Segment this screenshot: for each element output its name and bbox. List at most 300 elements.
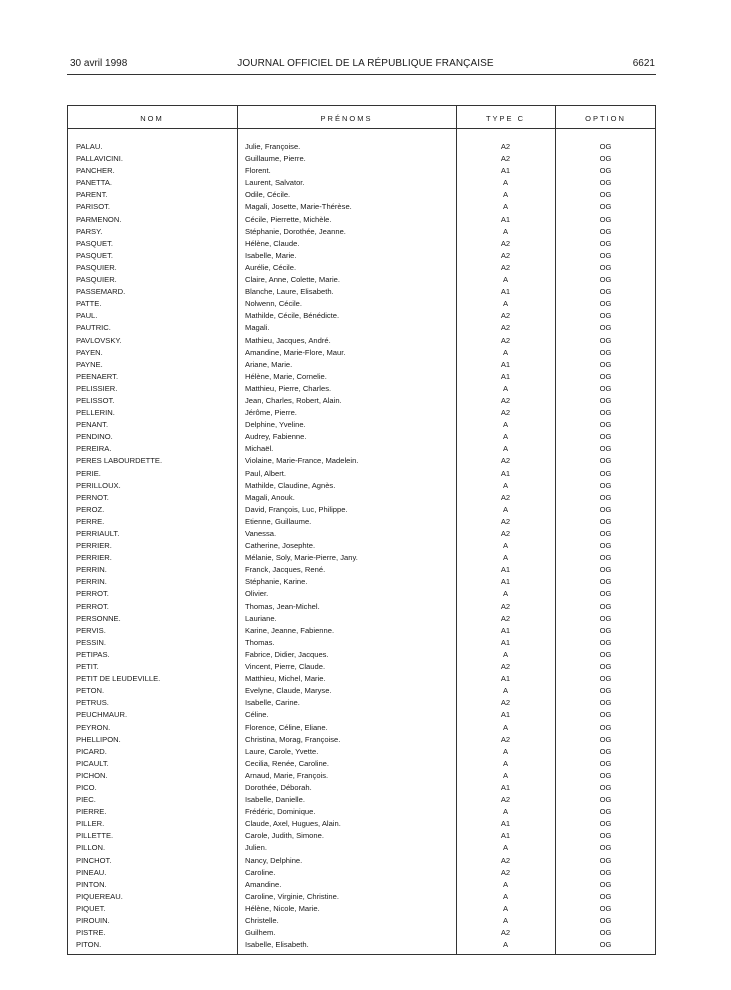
cell-prenoms: Julien. [245, 843, 267, 853]
table-row [0, 661, 731, 673]
cell-option: OG [599, 335, 612, 345]
cell-option: OG [599, 408, 612, 418]
table-row [0, 794, 731, 806]
cell-nom: PARMENON. [76, 214, 122, 224]
cell-nom: PISTRE. [76, 928, 106, 938]
cell-option: OG [599, 262, 612, 272]
cell-type: A1 [500, 674, 511, 684]
cell-prenoms: Vanessa. [245, 529, 277, 538]
cell-option: OG [599, 468, 612, 478]
cell-option: OG [599, 529, 612, 538]
cell-type: A2 [500, 311, 511, 321]
cell-prenoms: Blanche, Laure, Elisabeth. [245, 287, 334, 297]
table-row [0, 274, 731, 286]
cell-type: A [502, 843, 509, 853]
cell-prenoms: Christelle. [245, 916, 279, 925]
cell-nom: PHELLIPON. [76, 734, 121, 744]
cell-type: A [502, 649, 509, 659]
table-row [0, 855, 731, 867]
cell-type: A1 [500, 565, 511, 575]
cell-prenoms: Vincent, Pierre, Claude. [245, 662, 326, 672]
cell-type: A2 [500, 516, 511, 526]
cell-type: A2 [500, 250, 511, 260]
cell-option: OG [599, 916, 612, 925]
column-header-type: TYPE C [485, 114, 526, 123]
table-row [0, 685, 731, 697]
cell-nom: PASQUIER. [76, 275, 117, 285]
cell-prenoms: Evelyne, Claude, Maryse. [245, 686, 332, 696]
cell-nom: PALAU. [76, 142, 103, 151]
table-row [0, 455, 731, 467]
table-row [0, 939, 731, 951]
cell-nom: PATTE. [76, 299, 102, 309]
cell-prenoms: Etienne, Guillaume. [245, 516, 312, 526]
cell-type: A [502, 347, 509, 357]
cell-nom: PEUCHMAUR. [76, 710, 128, 720]
cell-prenoms: Delphine, Yveline. [245, 420, 306, 430]
cell-nom: PETON. [76, 686, 105, 696]
cell-option: OG [599, 662, 612, 672]
cell-type: A [502, 275, 509, 285]
cell-nom: PELLERIN. [76, 408, 115, 418]
cell-type: A2 [500, 795, 511, 805]
cell-type: A1 [500, 287, 511, 297]
cell-prenoms: Michaël. [245, 444, 274, 454]
cell-option: OG [599, 831, 612, 841]
cell-prenoms: Julie, Françoise. [245, 142, 301, 151]
cell-prenoms: Mathilde, Claudine, Agnès. [245, 480, 336, 490]
table-row [0, 395, 731, 407]
cell-nom: PASQUET. [76, 250, 113, 260]
cell-type: A [502, 541, 509, 551]
table-row [0, 443, 731, 455]
table-row [0, 189, 731, 201]
cell-nom: PITON. [76, 940, 102, 950]
cell-prenoms: Carole, Judith, Simone. [245, 831, 324, 841]
cell-type: A1 [500, 625, 511, 635]
table-row [0, 722, 731, 734]
issue-date: 30 avril 1998 [70, 58, 128, 69]
cell-nom: PERRIN. [76, 577, 107, 587]
cell-type: A [502, 299, 509, 309]
cell-prenoms: Nolwenn, Cécile. [245, 299, 302, 309]
cell-type: A [502, 807, 509, 817]
table-row [0, 165, 731, 177]
cell-nom: PENANT. [76, 420, 109, 430]
table-row [0, 226, 731, 238]
cell-nom: PEYRON. [76, 722, 111, 732]
table-row [0, 419, 731, 431]
cell-type: A2 [500, 323, 511, 333]
cell-option: OG [599, 879, 612, 889]
table-row [0, 528, 731, 540]
cell-type: A [502, 504, 509, 514]
table-row [0, 673, 731, 685]
cell-nom: PAVLOVSKY. [76, 335, 122, 345]
cell-prenoms: Paul, Albert. [245, 468, 286, 478]
table-row [0, 141, 731, 153]
cell-prenoms: Laurent, Salvator. [245, 178, 305, 188]
table-row [0, 576, 731, 588]
cell-type: A [502, 432, 509, 442]
table-row [0, 830, 731, 842]
cell-prenoms: Jérôme, Pierre. [245, 408, 297, 418]
cell-prenoms: Hélène, Claude. [245, 238, 300, 248]
cell-nom: PELISSOT. [76, 395, 115, 405]
table-row [0, 286, 731, 298]
cell-nom: PERRIER. [76, 553, 112, 563]
cell-option: OG [599, 275, 612, 285]
cell-prenoms: Magali, Anouk. [245, 492, 295, 502]
header-rule [67, 74, 656, 75]
cell-option: OG [599, 770, 612, 780]
cell-prenoms: Amandine. [245, 879, 282, 889]
cell-option: OG [599, 299, 612, 309]
cell-prenoms: Thomas, Jean-Michel. [245, 601, 320, 611]
cell-type: A2 [500, 262, 511, 272]
cell-prenoms: Mathieu, Jacques, André. [245, 335, 331, 345]
table-row [0, 564, 731, 576]
cell-type: A [502, 589, 509, 599]
cell-option: OG [599, 940, 612, 950]
cell-option: OG [599, 444, 612, 454]
cell-option: OG [599, 722, 612, 732]
cell-option: OG [599, 166, 612, 176]
table-row [0, 238, 731, 250]
table-row [0, 588, 731, 600]
cell-type: A2 [500, 867, 511, 877]
cell-type: A2 [500, 335, 511, 345]
table-row [0, 468, 731, 480]
table-row [0, 601, 731, 613]
table-row [0, 250, 731, 262]
cell-type: A2 [500, 855, 511, 865]
cell-type: A [502, 916, 509, 925]
cell-nom: PETIPAS. [76, 649, 110, 659]
cell-type: A [502, 178, 509, 188]
table-row [0, 298, 731, 310]
cell-prenoms: Ariane, Marie. [245, 359, 293, 369]
cell-type: A2 [500, 142, 511, 151]
table-row [0, 322, 731, 334]
cell-option: OG [599, 226, 612, 236]
cell-prenoms: Christina, Morag, Françoise. [245, 734, 341, 744]
table-row [0, 335, 731, 347]
cell-prenoms: Céline. [245, 710, 269, 720]
cell-type: A1 [500, 782, 511, 792]
cell-option: OG [599, 782, 612, 792]
cell-nom: PERES LABOURDETTE. [76, 456, 163, 466]
cell-type: A [502, 722, 509, 732]
cell-nom: PILLON. [76, 843, 106, 853]
cell-option: OG [599, 178, 612, 188]
cell-prenoms: Hélène, Nicole, Marie. [245, 903, 320, 913]
cell-option: OG [599, 456, 612, 466]
table-row [0, 915, 731, 927]
cell-prenoms: Isabelle, Danielle. [245, 795, 305, 805]
cell-nom: PENDINO. [76, 432, 113, 442]
cell-prenoms: Caroline, Virginie, Christine. [245, 891, 339, 901]
cell-type: A2 [500, 928, 511, 938]
cell-option: OG [599, 553, 612, 563]
cell-type: A [502, 383, 509, 393]
cell-type: A1 [500, 359, 511, 369]
cell-prenoms: Cecilia, Renée, Caroline. [245, 758, 329, 768]
cell-type: A1 [500, 214, 511, 224]
cell-prenoms: Isabelle, Carine. [245, 698, 300, 708]
table-row [0, 214, 731, 226]
cell-option: OG [599, 746, 612, 756]
cell-option: OG [599, 323, 612, 333]
cell-option: OG [599, 903, 612, 913]
cell-option: OG [599, 674, 612, 684]
cell-option: OG [599, 432, 612, 442]
cell-option: OG [599, 613, 612, 623]
table-row [0, 818, 731, 830]
table-row [0, 867, 731, 879]
cell-nom: PIQUET. [76, 903, 106, 913]
cell-option: OG [599, 565, 612, 575]
cell-nom: PERSONNE. [76, 613, 121, 623]
cell-prenoms: Caroline. [245, 867, 276, 877]
cell-nom: PELISSIER. [76, 383, 118, 393]
cell-nom: PILLER. [76, 819, 105, 829]
cell-type: A1 [500, 577, 511, 587]
column-header-option: OPTION [585, 114, 626, 123]
table-body [0, 141, 731, 951]
cell-option: OG [599, 795, 612, 805]
table-row [0, 347, 731, 359]
cell-nom: PICHON. [76, 770, 108, 780]
table-row [0, 262, 731, 274]
cell-option: OG [599, 734, 612, 744]
cell-prenoms: Claire, Anne, Colette, Marie. [245, 275, 340, 285]
cell-option: OG [599, 698, 612, 708]
table-row [0, 806, 731, 818]
cell-option: OG [599, 516, 612, 526]
cell-type: A1 [500, 831, 511, 841]
table-row [0, 927, 731, 939]
cell-option: OG [599, 819, 612, 829]
table-row [0, 431, 731, 443]
cell-prenoms: Jean, Charles, Robert, Alain. [245, 395, 342, 405]
table-row [0, 649, 731, 661]
table-row [0, 758, 731, 770]
cell-prenoms: Olivier. [245, 589, 269, 599]
cell-prenoms: Aurélie, Cécile. [245, 262, 297, 272]
cell-nom: PESSIN. [76, 637, 106, 647]
cell-nom: PERVIS. [76, 625, 106, 635]
cell-nom: PINEAU. [76, 867, 107, 877]
cell-type: A2 [500, 734, 511, 744]
cell-type: A [502, 746, 509, 756]
table-row [0, 770, 731, 782]
cell-nom: PERRIER. [76, 541, 112, 551]
cell-prenoms: Florent. [245, 166, 271, 176]
cell-type: A [502, 686, 509, 696]
cell-option: OG [599, 625, 612, 635]
cell-option: OG [599, 383, 612, 393]
cell-option: OG [599, 190, 612, 200]
cell-option: OG [599, 843, 612, 853]
cell-option: OG [599, 480, 612, 490]
table-row [0, 613, 731, 625]
cell-prenoms: Odile, Cécile. [245, 190, 291, 200]
cell-nom: PANCHER. [76, 166, 115, 176]
table-row [0, 540, 731, 552]
cell-prenoms: Amandine, Marie-Flore, Maur. [245, 347, 346, 357]
cell-nom: PEREIRA. [76, 444, 112, 454]
cell-nom: PAUL. [76, 311, 98, 321]
cell-option: OG [599, 154, 612, 164]
table-row [0, 201, 731, 213]
cell-type: A2 [500, 601, 511, 611]
cell-nom: PEROZ. [76, 504, 105, 514]
table-row [0, 891, 731, 903]
cell-option: OG [599, 311, 612, 321]
page-number: 6621 [632, 58, 655, 69]
cell-type: A2 [500, 698, 511, 708]
cell-option: OG [599, 867, 612, 877]
cell-prenoms: Thomas. [245, 637, 275, 647]
cell-option: OG [599, 928, 612, 938]
cell-nom: PERROT. [76, 601, 109, 611]
cell-option: OG [599, 504, 612, 514]
cell-prenoms: Dorothée, Déborah. [245, 782, 312, 792]
cell-prenoms: David, François, Luc, Philippe. [245, 504, 348, 514]
cell-nom: PARENT. [76, 190, 108, 200]
cell-option: OG [599, 649, 612, 659]
cell-type: A [502, 770, 509, 780]
cell-type: A [502, 226, 509, 236]
cell-nom: PERIE. [76, 468, 101, 478]
table-row [0, 746, 731, 758]
cell-type: A2 [500, 613, 511, 623]
cell-prenoms: Isabelle, Marie. [245, 250, 297, 260]
cell-prenoms: Lauriane. [245, 613, 277, 623]
cell-type: A2 [500, 395, 511, 405]
cell-prenoms: Isabelle, Elisabeth. [245, 940, 309, 950]
cell-type: A [502, 553, 509, 563]
table-row [0, 903, 731, 915]
cell-type: A [502, 444, 509, 454]
cell-type: A2 [500, 154, 511, 164]
cell-type: A2 [500, 662, 511, 672]
cell-nom: PETIT DE LEUDEVILLE. [76, 674, 161, 684]
cell-type: A [502, 480, 509, 490]
table-row [0, 709, 731, 721]
cell-option: OG [599, 371, 612, 381]
cell-type: A [502, 420, 509, 430]
cell-type: A2 [500, 529, 511, 538]
cell-type: A1 [500, 166, 511, 176]
cell-type: A2 [500, 456, 511, 466]
cell-prenoms: Stéphanie, Dorothée, Jeanne. [245, 226, 346, 236]
cell-prenoms: Mélanie, Soly, Marie-Pierre, Jany. [245, 553, 358, 563]
table-row [0, 359, 731, 371]
cell-prenoms: Franck, Jacques, René. [245, 565, 326, 575]
table-row [0, 407, 731, 419]
cell-nom: PIEC. [76, 795, 96, 805]
cell-nom: PAYEN. [76, 347, 103, 357]
cell-option: OG [599, 891, 612, 901]
cell-type: A [502, 891, 509, 901]
cell-nom: PILLETTE. [76, 831, 114, 841]
cell-option: OG [599, 686, 612, 696]
cell-type: A1 [500, 819, 511, 829]
table-row [0, 625, 731, 637]
cell-nom: PIROUIN. [76, 916, 110, 925]
cell-nom: PASQUIER. [76, 262, 117, 272]
column-header-prenoms: PRÉNOMS [320, 114, 373, 123]
cell-prenoms: Frédéric, Dominique. [245, 807, 316, 817]
cell-type: A [502, 190, 509, 200]
table-row [0, 552, 731, 564]
cell-nom: PETIT. [76, 662, 99, 672]
cell-type: A [502, 940, 509, 950]
cell-prenoms: Hélène, Marie, Cornelie. [245, 371, 327, 381]
cell-nom: PIQUEREAU. [76, 891, 123, 901]
table-row [0, 153, 731, 165]
cell-type: A2 [500, 492, 511, 502]
cell-option: OG [599, 214, 612, 224]
cell-prenoms: Cécile, Pierrette, Michèle. [245, 214, 332, 224]
cell-type: A2 [500, 408, 511, 418]
cell-prenoms: Florence, Céline, Eliane. [245, 722, 328, 732]
cell-nom: PERROT. [76, 589, 109, 599]
table-row [0, 697, 731, 709]
cell-option: OG [599, 589, 612, 599]
cell-type: A [502, 202, 509, 212]
table-row [0, 383, 731, 395]
cell-option: OG [599, 601, 612, 611]
cell-option: OG [599, 395, 612, 405]
cell-type: A1 [500, 371, 511, 381]
header-separator [67, 128, 656, 129]
cell-prenoms: Claude, Axel, Hugues, Alain. [245, 819, 341, 829]
table-row [0, 480, 731, 492]
cell-nom: PINTON. [76, 879, 107, 889]
cell-option: OG [599, 807, 612, 817]
cell-nom: PERNOT. [76, 492, 109, 502]
cell-nom: PEENAERT. [76, 371, 119, 381]
column-header-nom: NOM [140, 114, 164, 123]
cell-nom: PANETTA. [76, 178, 113, 188]
cell-prenoms: Fabrice, Didier, Jacques. [245, 649, 329, 659]
cell-nom: PASQUET. [76, 238, 113, 248]
table-row [0, 734, 731, 746]
cell-prenoms: Catherine, Josephte. [245, 541, 316, 551]
cell-type: A1 [500, 468, 511, 478]
cell-option: OG [599, 577, 612, 587]
cell-option: OG [599, 541, 612, 551]
table-row [0, 782, 731, 794]
cell-option: OG [599, 359, 612, 369]
cell-nom: PICAULT. [76, 758, 109, 768]
table-row [0, 504, 731, 516]
cell-nom: PARSY. [76, 226, 103, 236]
cell-type: A2 [500, 238, 511, 248]
cell-option: OG [599, 855, 612, 865]
cell-nom: PERILLOUX. [76, 480, 121, 490]
cell-nom: PERRE. [76, 516, 105, 526]
cell-option: OG [599, 250, 612, 260]
cell-prenoms: Audrey, Fabienne. [245, 432, 307, 442]
cell-nom: PASSEMARD. [76, 287, 126, 297]
cell-type: A1 [500, 710, 511, 720]
cell-nom: PICARD. [76, 746, 107, 756]
cell-nom: PINCHOT. [76, 855, 112, 865]
